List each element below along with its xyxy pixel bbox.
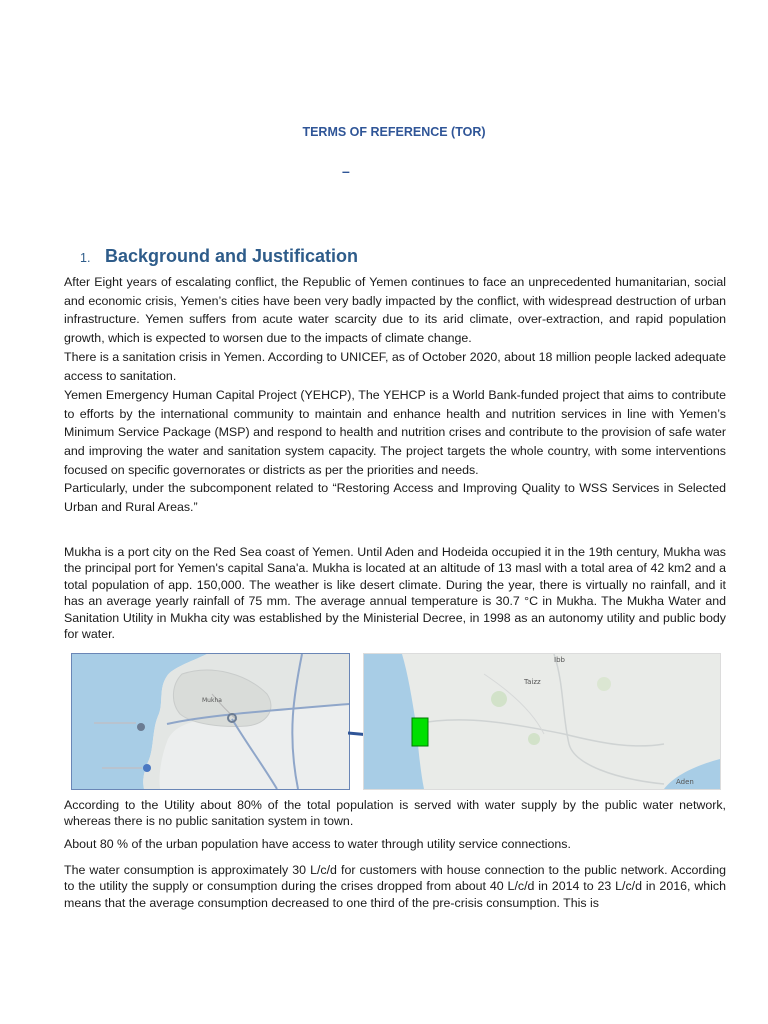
mukha-highlight	[412, 718, 428, 746]
paragraph-mukha: Mukha is a port city on the Red Sea coast of Yemen. Until Aden and Hodeida occupied it in the 19th century, Mukha was the principal port for Yemen's capital Sana'a. Mukha is located at an altitude of 13 masl with a total area of 42 km2 and a total population of app. 150,000. The weather is like desert climate. During the year, there is virtually no rainfall, and it has an average yearly rainfall of 75 mm. The average annual temperature is 30.7 °C in Mukha. The Mukha Water and Sanitation Utility in Mukha city was established by the Ministerial Decree, in 1998 as an autonomy utility and public body for water.	[64, 545, 726, 642]
subtitle-dash: –	[342, 163, 350, 179]
paragraph-consumption: The water consumption is approximately 30 L/c/d for customers with house connection to the public network. According to the utility the supply or consumption during the crises dropped from about 40 L/c/d in 2014 to 23 L/c/d in 2016, which means that the average consumption decreased to one third of the pre-crisis consumption. This is	[64, 863, 726, 910]
paragraph-yehcp: Yemen Emergency Human Capital Project (YEHCP), The YEHCP is a World Bank-funded project that aims to contribute to efforts by the international community to maintain and enhance health and nutrition services in line with Yemen’s Minimum Service Package (MSP) and respond to health and nutrition crises and contribute to the provision of safe water and improving the water and sanitation system capacity. The project targets the whole country, with some interventions focused on specific governorates or districts as per the priorities and needs.	[64, 388, 726, 477]
map-mukha-city	[71, 653, 350, 790]
paragraph-subcomponent: Particularly, under the subcomponent related to “Restoring Access and Improving Quality to WSS Services in Selected Urban and Rural Areas.”	[64, 481, 726, 514]
place-marker	[137, 723, 145, 731]
paragraph-utility-coverage: According to the Utility about 80% of the total population is served with water supply by the public water network, whereas there is no public sanitation system in town.	[64, 798, 726, 829]
map-region-graphic	[364, 654, 720, 789]
section-heading	[80, 246, 358, 267]
document-title: TERMS OF REFERENCE (TOR)	[302, 125, 486, 139]
label-ibb: Ibb	[554, 656, 565, 664]
section-number: 1.	[80, 251, 91, 265]
city-label: Mukha	[202, 697, 222, 704]
paragraph-urban-access: About 80 % of the urban population have access to water through utility service connections.	[64, 837, 571, 851]
map-region	[363, 653, 721, 790]
label-aden: Aden	[676, 778, 694, 786]
section-heading-text: Background and Justification	[105, 246, 359, 266]
paragraph-intro: After Eight years of escalating conflict, the Republic of Yemen continues to face an unprecedented humanitarian, social and economic crisis, Yemen’s cities have been very badly impacted by the conflict, with widespread destruction of urban infrastructure. Yemen suffers from acute water scarcity due to its arid climate, over-extraction, and rapid population growth, which is expected to worsen due to the impacts of climate change.	[64, 275, 726, 346]
label-taizz: Taizz	[524, 678, 541, 686]
place-marker	[143, 764, 151, 772]
map-mukha-city-graphic	[72, 654, 349, 789]
paragraph-sanitation: There is a sanitation crisis in Yemen. According to UNICEF, as of October 2020, about 18 million people lacked adequate access to sanitation.	[64, 350, 726, 383]
